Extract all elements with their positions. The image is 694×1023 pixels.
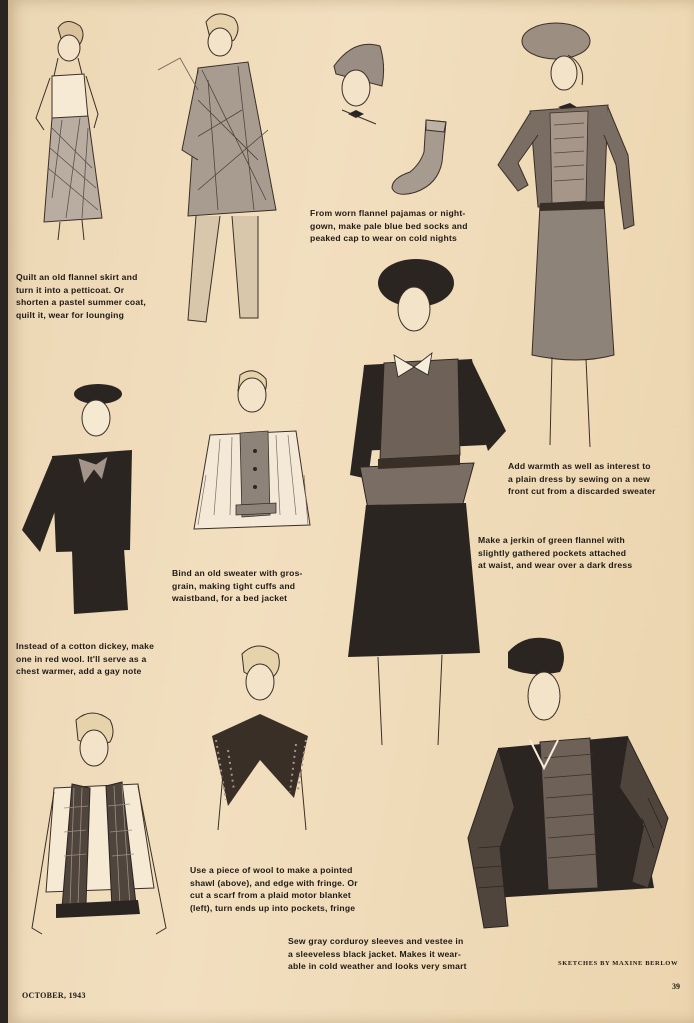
caption-line: shawl (above), and edge with fringe. Or xyxy=(190,877,358,888)
bed-socks-caption xyxy=(310,207,468,245)
caption-line: shorten a pastel summer coat, xyxy=(16,297,146,308)
dickey-caption xyxy=(16,640,154,678)
page-number: 39 xyxy=(672,982,680,991)
petticoat-caption xyxy=(16,271,146,321)
bed-jacket-caption xyxy=(172,567,303,605)
caption-line: Sew gray corduroy sleeves and vestee in xyxy=(288,936,464,946)
caption-line: one in red wool. It'll serve as a xyxy=(16,653,147,664)
petticoat-illustration xyxy=(22,18,112,243)
shawl-caption xyxy=(190,864,358,914)
magazine-page xyxy=(8,0,694,1023)
dickey-illustration xyxy=(12,380,132,620)
caption-line: a plain dress by sewing on a new xyxy=(508,473,651,484)
corduroy-jacket-illustration xyxy=(448,628,688,948)
caption-line: From worn flannel pajamas or night- xyxy=(310,208,466,218)
bed-jacket-illustration xyxy=(180,365,320,565)
sketch-credit: SKETCHES BY MAXINE BERLOW xyxy=(558,960,679,967)
caption-line: Make a jerkin of green flannel with xyxy=(478,535,625,545)
caption-line: grain, making tight cuffs and xyxy=(172,580,296,591)
quilted-coat-illustration xyxy=(158,10,288,330)
sweater-front-caption xyxy=(508,460,656,498)
caption-line: Bind an old sweater with gros- xyxy=(172,568,303,578)
caption-line: Add warmth as well as interest to xyxy=(508,461,651,471)
caption-line: Quilt an old flannel skirt and xyxy=(16,272,138,282)
caption-line: at waist, and wear over a dark dress xyxy=(478,560,633,571)
bed-sock-illustration xyxy=(386,112,456,202)
caption-line: Instead of a cotton dickey, make xyxy=(16,641,155,651)
caption-line: peaked cap to wear on cold nights xyxy=(310,233,457,244)
corduroy-caption xyxy=(288,935,467,973)
caption-line: quilt it, wear for lounging xyxy=(16,309,125,320)
caption-line: front cut from a discarded sweater xyxy=(508,486,656,497)
issue-date: OCTOBER, 1943 xyxy=(22,991,86,1000)
caption-line: slightly gathered pockets attached xyxy=(478,547,627,558)
caption-line: (left), turn ends up into pockets, fringe xyxy=(190,902,356,913)
caption-line: able in cold weather and looks very smart xyxy=(288,961,467,972)
caption-line: cut a scarf from a plaid motor blanket xyxy=(190,890,351,901)
pointed-shawl-illustration xyxy=(198,640,328,840)
jerkin-caption xyxy=(478,534,632,572)
caption-line: Use a piece of wool to make a pointed xyxy=(190,865,353,875)
caption-line: gown, make pale blue bed socks and xyxy=(310,220,468,231)
plaid-scarf-illustration xyxy=(26,708,176,968)
caption-line: a sleeveless black jacket. Makes it wear- xyxy=(288,948,462,959)
caption-line: waistband, for a bed jacket xyxy=(172,593,288,604)
caption-line: turn it into a petticoat. Or xyxy=(16,284,125,295)
caption-line: chest warmer, add a gay note xyxy=(16,666,142,677)
